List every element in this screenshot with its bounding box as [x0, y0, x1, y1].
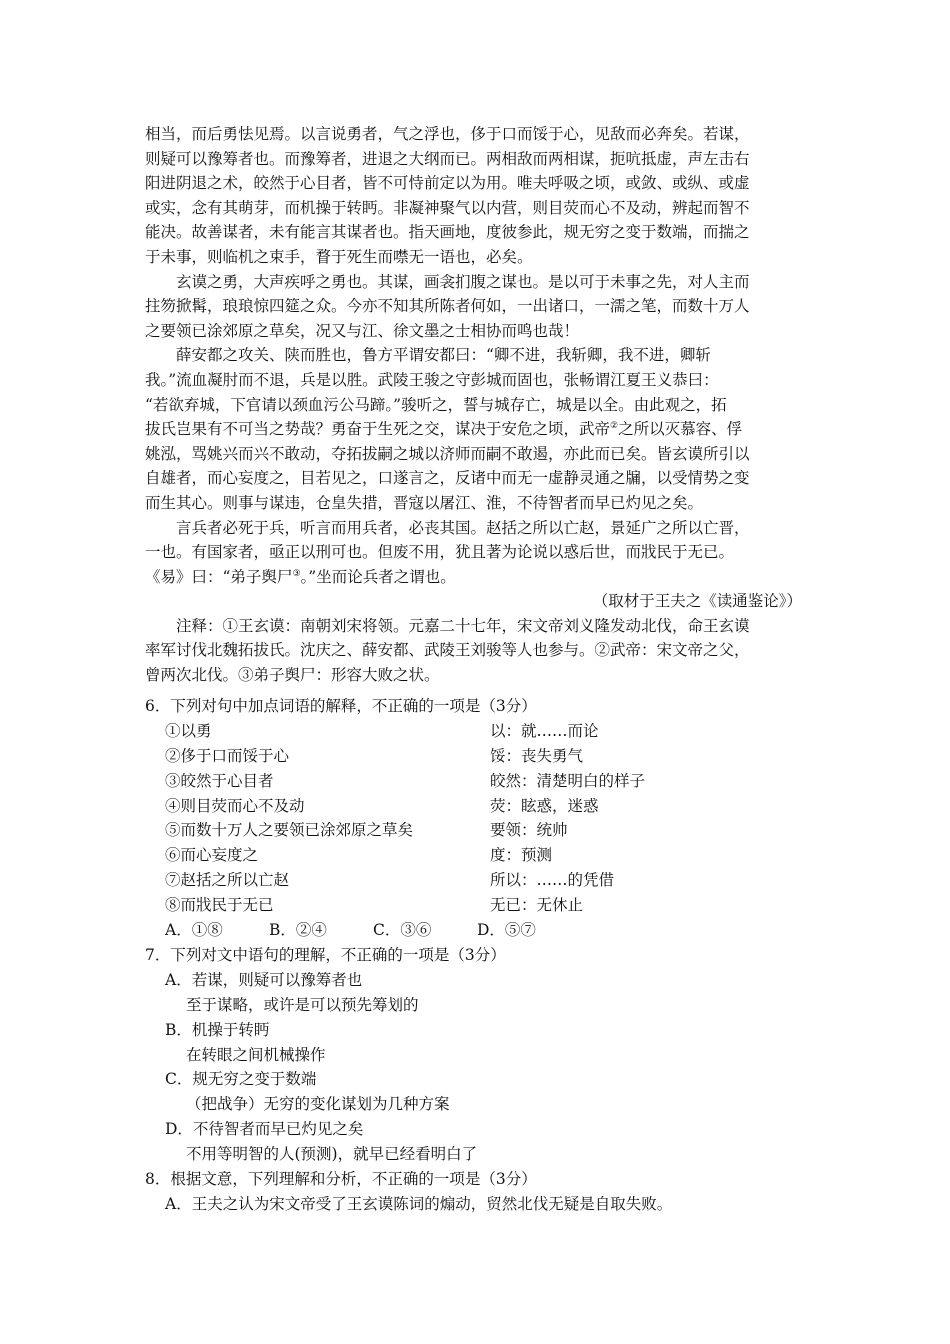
- q6-item: [145, 818, 810, 843]
- passage-text: 则疑可以豫筹者也。而豫筹者，进退之大纲而已。两相敌而两相谋，扼吭抵虚，声左击右: [145, 149, 750, 168]
- question-stem-text: 6．下列对句中加点词语的解释，不正确的一项是（3分）: [145, 697, 537, 715]
- passage-line: [145, 343, 810, 368]
- passage-text: 玄谟之勇，大声疾呼之勇也。其谋，画衾扪腹之谋也。是以可于未事之先，对人主而: [176, 272, 750, 291]
- note-line: [145, 614, 810, 639]
- passage-text: 。”坐而论兵者之谓也。: [300, 567, 456, 586]
- note-text: 注释：①王玄谟：南朝刘宋将领。元嘉二十七年，宋文帝刘义隆发动北伐，命王玄谟: [176, 616, 750, 635]
- note-line: [145, 663, 810, 688]
- passage-text: 一也。有国家者，亟正以刑可也。但废不用，犹且著为论说以惑后世，而戕民于无已。: [145, 543, 735, 562]
- q8-option[interactable]: [145, 1192, 810, 1217]
- source-text: （取材于王夫之《读通鉴论》）: [592, 592, 802, 611]
- passage-text: 自雄者，而心妄度之，目若见之，口遂言之，反诸中而无一虚静灵通之牖，以受情势之变: [145, 469, 750, 488]
- q6-item-phrase: ⑥而心妄度之: [165, 846, 259, 865]
- question-stem: [145, 1167, 810, 1192]
- choice-d[interactable]: D．⑤⑦: [477, 921, 536, 940]
- option-text: B．机操于转眄: [165, 1020, 270, 1039]
- passage-text: 姚泓，骂姚兴而兴不敢动，夺拓拔嗣之城以济师而嗣不敢遏，亦此而已矣。皆玄谟所引以: [145, 444, 750, 463]
- passage-line: [145, 171, 810, 196]
- passage-line: [145, 540, 810, 565]
- passage-line: [145, 466, 810, 491]
- passage-text: 言兵者必死于兵，听言而用兵者，必丧其国。赵括之所以亡赵，景延广之所以亡晋，: [176, 518, 750, 537]
- passage-line: [145, 516, 810, 541]
- question-stem-text: 7．下列对文中语句的理解，不正确的一项是（3分）: [145, 946, 506, 964]
- option-explanation-text: 不用等明智的人(预测)，就早已经看明白了: [186, 1145, 478, 1164]
- footnote-marker: ③: [292, 568, 301, 579]
- question-6: [145, 694, 810, 943]
- option-explanation-text: 在转眼之间机械操作: [186, 1045, 326, 1064]
- passage-text: 之要领已涂郊原之草矣，况又与江、徐文墨之士相协而鸣也哉！: [145, 321, 580, 340]
- question-8: [145, 1167, 810, 1217]
- passage-text: 能决。故善谋者，未有能言其谋者也。指天画地，度彼参此，规无穷之变于数端，而揣之: [145, 223, 750, 242]
- q6-item-gloss: 皎然：清楚明白的样子: [490, 771, 646, 790]
- option-explanation-text: （把战争）无穷的变化谋划为几种方案: [186, 1095, 450, 1114]
- passage-line: [145, 270, 810, 295]
- question-stem: [145, 943, 810, 968]
- q6-item-gloss: 度：预测: [490, 846, 553, 865]
- passage-text: 拄笏掀髯，琅琅惊四筵之众。今亦不知其所陈者何如，一出诸口，一濡之笔，而数十万人: [145, 297, 750, 316]
- option-text: A．若谋，则疑可以豫筹者也: [165, 970, 363, 989]
- q6-item-gloss: 荧：眩惑，迷惑: [490, 796, 599, 815]
- passage-line: [145, 220, 810, 245]
- q7-option-explanation: [145, 993, 810, 1018]
- q6-item-phrase: ⑧而戕民于无已: [165, 896, 274, 915]
- q7-option-explanation: [145, 1043, 810, 1068]
- q6-item: [145, 893, 810, 918]
- q7-option-label[interactable]: [145, 1117, 810, 1142]
- footnote-marker: ②: [610, 420, 619, 431]
- option-text: A．王夫之认为宋文帝受了王玄谟陈词的煽动，贸然北伐无疑是自取失败。: [165, 1194, 673, 1213]
- passage-line: [145, 368, 810, 393]
- passage-text: 或实，念有其萌芽，而机操于转眄。非凝神聚气以内营，则目荧而心不及动，辨起而智不: [145, 198, 750, 217]
- source-citation: [145, 589, 810, 614]
- passage-line: [145, 417, 810, 442]
- passage-line: [145, 319, 810, 344]
- q6-item: [145, 769, 810, 794]
- q7-option-label[interactable]: [145, 1067, 810, 1092]
- q6-item-gloss: 馁：丧失勇气: [490, 746, 584, 765]
- q7-option-label[interactable]: [145, 1018, 810, 1043]
- passage-line: [145, 491, 810, 516]
- passage-text: 拔氏岂果有不可当之势哉？勇奋于生死之交，谋决于安危之顷，武帝: [145, 420, 611, 439]
- option-text: C．规无穷之变于数端: [165, 1070, 317, 1089]
- passage-line: [145, 393, 810, 418]
- passage-line: [145, 294, 810, 319]
- question-stem: [145, 694, 810, 719]
- q6-item-phrase: ②侈于口而馁于心: [165, 746, 290, 765]
- passage-line: [145, 245, 810, 270]
- option-text: D．不待智者而早已灼见之矣: [165, 1120, 364, 1139]
- passage-line: [145, 196, 810, 221]
- passage-text: 之所以灭慕容、俘: [618, 420, 743, 439]
- option-explanation-text: 至于谋略，或许是可以预先筹划的: [186, 995, 419, 1014]
- q6-item-phrase: ①以勇: [165, 721, 212, 740]
- passage-line: [145, 147, 810, 172]
- passage-text: 阳进阴退之术，皎然于心目者，皆不可恃前定以为用。唯夫呼吸之顷，或敛、或纵、或虚: [145, 174, 750, 193]
- q6-item: [145, 744, 810, 769]
- q7-option-explanation: [145, 1092, 810, 1117]
- q7-option-explanation: [145, 1142, 810, 1167]
- q6-item-gloss: 所以：……的凭借: [490, 871, 615, 890]
- q6-item-phrase: ④则目荧而心不及动: [165, 796, 305, 815]
- passage-text: 我。”流血凝肘而不退，兵是以胜。武陵王骏之守彭城而固也，张畅谓江夏王义恭曰：: [145, 370, 719, 389]
- choice-c[interactable]: C．③⑥: [373, 921, 432, 940]
- q6-item: [145, 794, 810, 819]
- passage-line: [145, 442, 810, 467]
- passage-text: 薛安都之攻关、陕而胜也，鲁方平谓安都曰：“卿不进，我斩卿，我不进，卿斩: [176, 346, 711, 365]
- q6-item-gloss: 无已：无休止: [490, 896, 584, 915]
- passage-text: “若欲弃城，下官请以颈血污公马蹄。”骏听之，誓与城存亡，城是以全。由此观之，拓: [145, 395, 727, 414]
- choice-a[interactable]: A．①⑧: [165, 921, 223, 940]
- classical-passage: [145, 122, 810, 688]
- q6-item-phrase: ⑤而数十万人之要领已涂郊原之草矣: [165, 821, 414, 840]
- q6-item-gloss: 要领：统帅: [490, 821, 568, 840]
- q6-item-phrase: ⑦赵括之所以亡赵: [165, 871, 290, 890]
- question-stem-text: 8．根据文意，下列理解和分析，不正确的一项是（3分）: [145, 1170, 537, 1188]
- q6-item-gloss: 以：就……而论: [490, 721, 599, 740]
- note-text: 曾两次北伐。③弟子舆尸：形容大败之状。: [145, 666, 440, 685]
- q6-item: [145, 719, 810, 744]
- passage-text: 《易》曰：“弟子舆尸: [145, 567, 293, 586]
- q7-option-label[interactable]: [145, 968, 810, 993]
- q6-choices: [145, 918, 810, 943]
- passage-text: 相当，而后勇怯见焉。以言说勇者，气之浮也，侈于口而馁于心，见敌而必奔矣。若谋，: [145, 125, 750, 143]
- q6-item-phrase: ③皎然于心目者: [165, 771, 274, 790]
- passage-text: 而生其心。则事与谋违，仓皇失措，晋寇以屠江、淮，不待智者而早已灼见之矣。: [145, 493, 704, 512]
- q6-item: [145, 843, 810, 868]
- passage-text: 于未事，则临机之束手，瞀于死生而噤无一语也，必矣。: [145, 247, 533, 266]
- passage-line: [145, 122, 810, 147]
- q6-item: [145, 868, 810, 893]
- question-7: [145, 943, 810, 1167]
- choice-b[interactable]: B．②④: [269, 921, 327, 940]
- note-line: [145, 638, 810, 663]
- passage-line: [145, 565, 810, 590]
- note-text: 率军讨伐北魏拓拔氏。沈庆之、薛安都、武陵王刘骏等人也参与。②武帝：宋文帝之父，: [145, 641, 750, 660]
